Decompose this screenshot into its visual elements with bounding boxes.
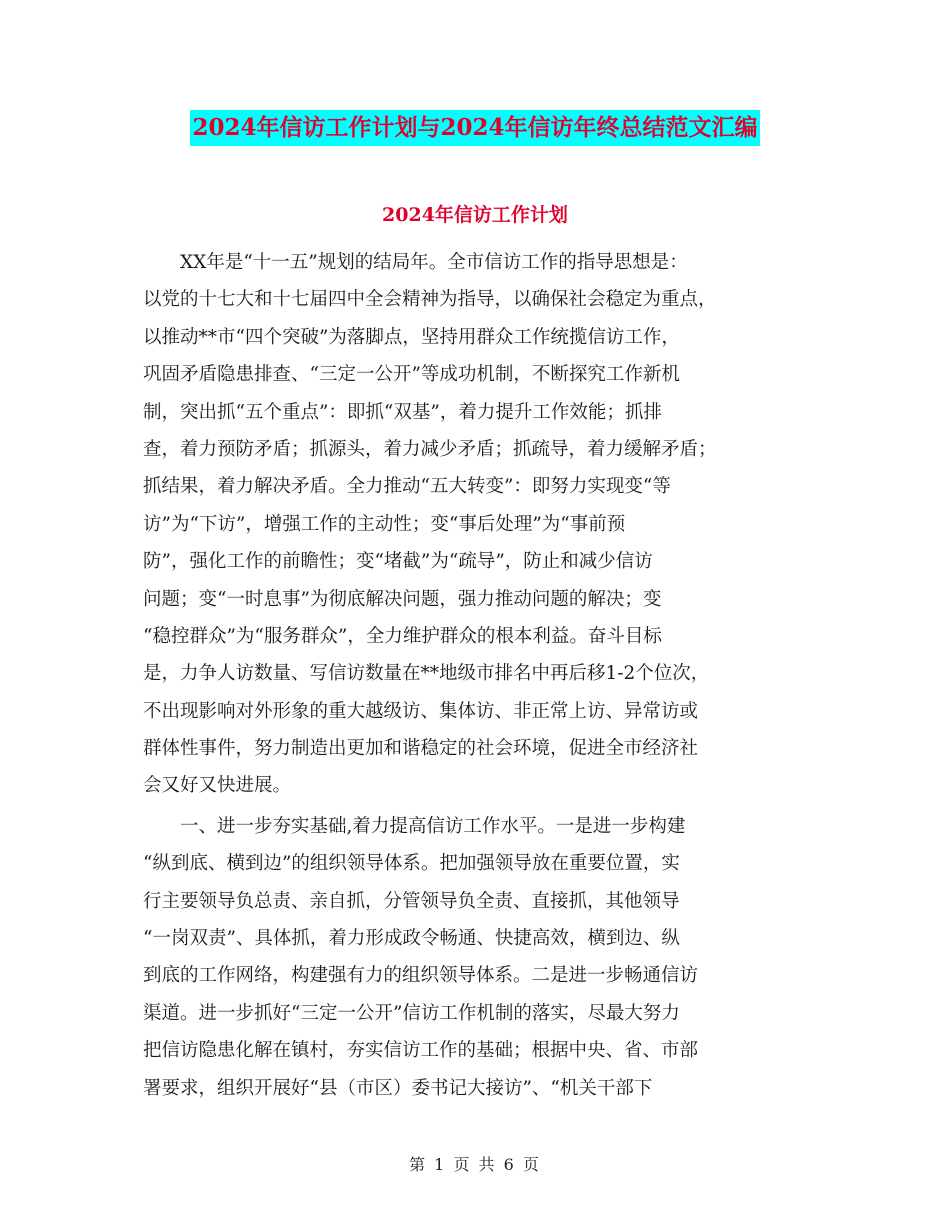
text-line: 一、进一步夯实基础,着力提高信访工作水平。一是进一步构建 xyxy=(143,815,686,837)
text-line: 抓结果，着力解决矛盾。全力推动“五大转变”：即努力实现变“等 xyxy=(143,476,671,498)
text-line: 巩固矛盾隐患排查、“三定一公开”等成功机制，不断探究工作新机 xyxy=(143,364,680,386)
text-line: 署要求，组织开展好“县（市区）委书记大接访”、“机关干部下 xyxy=(143,1077,653,1099)
main-title-container xyxy=(0,110,950,146)
text-line: 以推动**市“四个突破”为落脚点，坚持用群众工作统揽信访工作， xyxy=(143,326,680,348)
text-line: 查，着力预防矛盾；抓源头，着力减少矛盾；抓疏导，着力缓解矛盾； xyxy=(143,438,717,460)
document-body xyxy=(143,244,809,1107)
text-line: 群体性事件，努力制造出更加和谐稳定的社会环境，促进全市经济社 xyxy=(143,738,699,760)
text-line: “一岗双责”、具体抓，着力形成政令畅通、快捷高效，横到边、纵 xyxy=(143,928,680,950)
text-line: 会又好又快进展。 xyxy=(143,775,292,797)
text-line: 行主要领导负总责、亲自抓，分管领导负全责、直接抓，其他领导 xyxy=(143,890,680,912)
paragraph-2 xyxy=(143,808,809,1107)
main-title: 2024年信访工作计划与2024年信访年终总结范文汇编 xyxy=(190,110,759,146)
text-line: 渠道。进一步抓好“三定一公开”信访工作机制的落实，尽最大努力 xyxy=(143,1002,680,1024)
page-footer: 第 1 页 共 6 页 xyxy=(409,1155,541,1174)
text-line: 防”，强化工作的前瞻性；变“堵截”为“疏导”，防止和减少信访 xyxy=(143,551,653,573)
text-line: “纵到底、横到边”的组织领导体系。把加强领导放在重要位置，实 xyxy=(143,853,680,875)
text-line: XX年是“十一五”规划的结局年。全市信访工作的指导思想是： xyxy=(143,252,688,273)
text-line: 不出现影响对外形象的重大越级访、集体访、非正常上访、异常访或 xyxy=(143,700,699,722)
text-line: 到底的工作网络，构建强有力的组织领导体系。二是进一步畅通信访 xyxy=(143,965,699,987)
text-line: 访”为“下访”，增强工作的主动性；变“事后处理”为“事前预 xyxy=(143,513,626,535)
text-line: 以党的十七大和十七届四中全会精神为指导，以确保社会稳定为重点， xyxy=(143,289,717,311)
section-title: 2024年信访工作计划 xyxy=(382,204,568,226)
text-line: 制，突出抓“五个重点”：即抓“双基”，着力提升工作效能；抓排 xyxy=(143,401,662,423)
text-line: 把信访隐患化解在镇村，夯实信访工作的基础；根据中央、省、市部 xyxy=(143,1040,699,1062)
text-line: 问题；变“一时息事”为彻底解决问题，强力推动问题的解决；变 xyxy=(143,588,662,610)
text-line: “稳控群众”为“服务群众”，全力维护群众的根本利益。奋斗目标 xyxy=(143,625,662,647)
text-line: 是，力争人访数量、写信访数量在**地级市排名中再后移1-2个位次， xyxy=(143,663,710,685)
paragraph-1 xyxy=(143,244,809,805)
